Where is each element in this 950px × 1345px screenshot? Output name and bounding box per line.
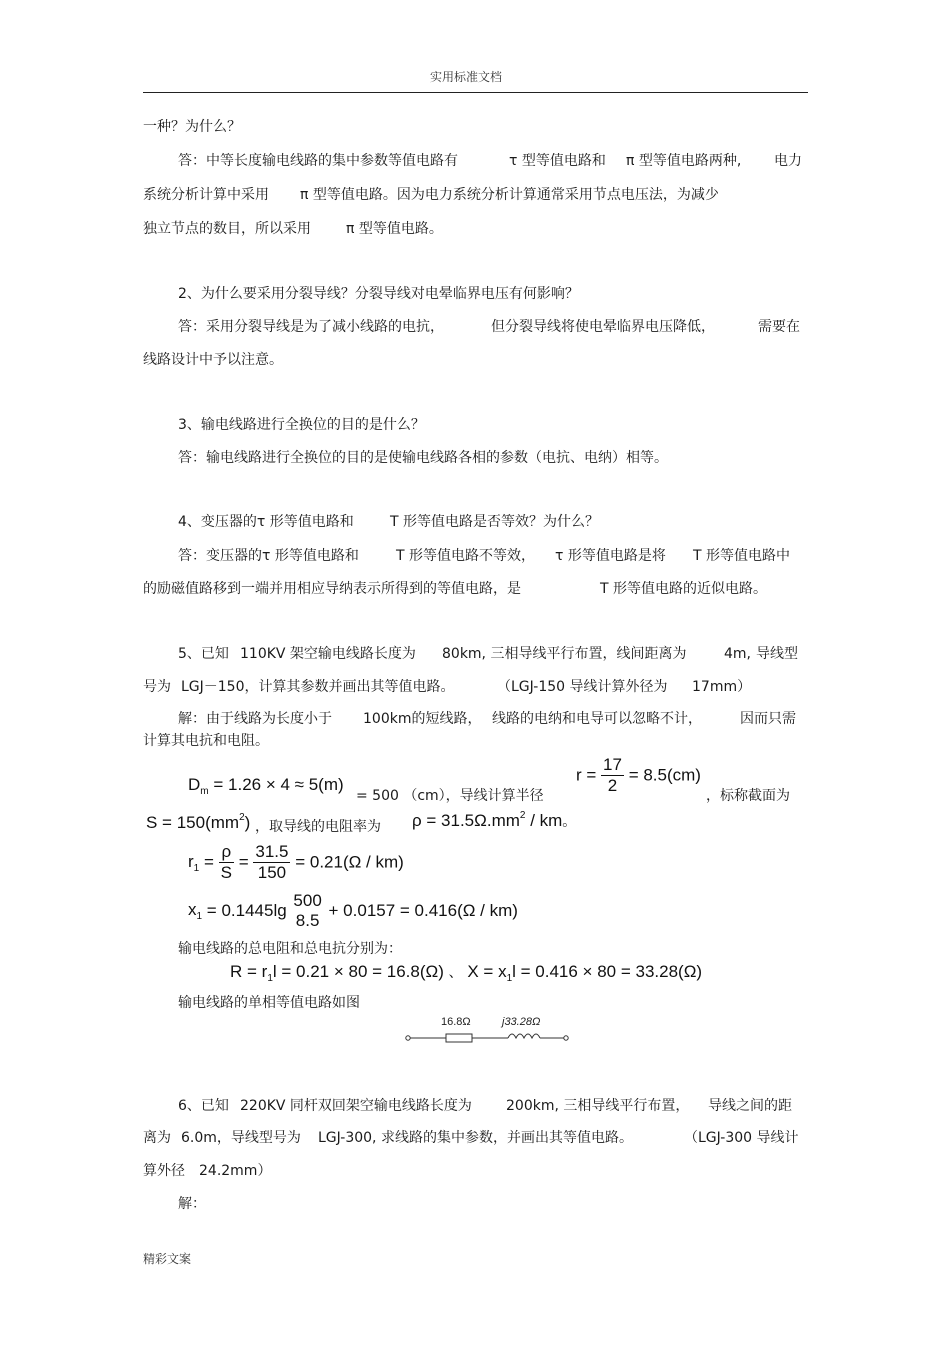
question-5-c: 80km, 三相导线平行布置，线间距离为 <box>442 646 687 662</box>
eq-rho-sup: 2 <box>519 810 526 821</box>
solution-5-b: 100km的短线路， <box>363 711 482 727</box>
question-5-b: 110KV 架空输电线路长度为 <box>240 646 416 662</box>
question-6-b: 220KV 同杆双回架空输电线路长度为 <box>240 1098 472 1114</box>
eq-rho-label: ，取导线的电阻率为 <box>255 819 381 835</box>
solution-6: 解： <box>178 1196 206 1212</box>
eq-r1-num: 31.5 <box>255 842 289 861</box>
eq-rho-end: 。 <box>562 813 577 829</box>
solution-5-a: 解：由于线路为长度小于 <box>178 711 332 727</box>
eq-r1-symbol: r <box>188 851 194 871</box>
eq-r1 <box>188 842 404 883</box>
question-6-d: 导线之间的距 <box>708 1098 792 1114</box>
eq-r-den: 2 <box>607 776 618 795</box>
resistor-label: 16.8Ω <box>441 1016 471 1028</box>
total-params-label: 输电线路的总电阻和总电抗分别为： <box>178 941 402 957</box>
a1-line2-b: π 型等值电路。因为电力系统分析计算通常采用节点电压法，为减少 <box>300 187 719 203</box>
answer-4-d: T 形等值电路中 <box>693 548 791 564</box>
inductor-symbol <box>508 1034 540 1038</box>
eq-r-num: 17 <box>603 755 622 774</box>
question-5-g: LGJ－150，计算其参数并画出其等值电路。 <box>181 679 455 695</box>
question-5-d: 4m, <box>724 646 751 662</box>
a1-line2-a: 系统分析计算中采用 <box>143 187 269 203</box>
solution-5-e: 计算其电抗和电阻。 <box>143 733 269 749</box>
eq-r1-frac1 <box>219 842 234 883</box>
question-6-i: 算外径 <box>143 1163 185 1179</box>
eq-r1-sub: 1 <box>193 862 200 874</box>
a1-line1-c: π 型等值电路两种, <box>626 153 742 169</box>
circuit-diagram <box>404 1012 574 1048</box>
question-4-a: 4、变压器的τ 形等值电路和 <box>178 514 354 530</box>
eq-x1-lg: = 0.1445lg <box>206 901 287 920</box>
question-6-a: 6、已知 <box>178 1098 229 1114</box>
eq-x1-sub: 1 <box>196 911 203 922</box>
eq-r1-eq1: = <box>203 852 214 872</box>
eq-r1-s: S <box>220 863 232 882</box>
question-5-a: 5、已知 <box>178 646 229 662</box>
eq-r <box>576 755 701 796</box>
eq-rho <box>412 810 576 831</box>
question-6-c: 200km, 三相导线平行布置， <box>506 1098 690 1114</box>
eq-x1-den: 8.5 <box>295 911 320 930</box>
solution-5-d: 因而只需 <box>740 711 796 727</box>
page-header: 实用标准文档 <box>430 70 503 84</box>
eq-s <box>146 812 250 833</box>
answer-4-b: T 形等值电路不等效， <box>396 548 536 564</box>
eq-x1-num: 500 <box>293 891 322 910</box>
page-footer: 精彩文案 <box>143 1252 192 1266</box>
question-5-i: 17mm） <box>692 679 752 695</box>
eq-x1-value: + 0.0157 = 0.416(Ω / km) <box>328 901 518 920</box>
eq-area-label: ，标称截面为 <box>706 788 790 804</box>
eq-dm-symbol: D <box>188 775 201 794</box>
eq-total <box>230 962 702 984</box>
eq-r1-frac2 <box>253 842 290 883</box>
answer-4-a: 答：变压器的τ 形等值电路和 <box>178 548 359 564</box>
eq-rho-value: ρ = 31.5Ω.mm <box>412 811 520 830</box>
question-4-b: T 形等值电路是否等效？为什么？ <box>390 514 600 530</box>
eq-total-r-value: l = 0.21 × 80 = 16.8(Ω) <box>272 962 444 981</box>
question-2: 2、为什么要采用分裂导线？分裂导线对电晕临界电压有何影响？ <box>178 286 579 302</box>
terminal-left <box>406 1036 410 1040</box>
question-6-f: 6.0m，导线型号为 <box>181 1130 301 1146</box>
eq-x1-frac <box>291 891 323 931</box>
answer-2-b: 但分裂导线将使电晕临界电压降低， <box>491 319 715 335</box>
eq-s-close: ) <box>244 813 251 832</box>
question-6-e: 离为 <box>143 1130 171 1146</box>
question-6-g: LGJ-300, 求线路的集中参数，并画出其等值电路。 <box>318 1130 633 1146</box>
answer-2-c: 需要在 <box>758 319 800 335</box>
eq-total-x-sub: 1 <box>506 973 513 984</box>
eq-total-x-value: l = 0.416 × 80 = 33.28(Ω) <box>512 962 703 981</box>
a1-line1-a: 答：中等长度输电线路的集中参数等值电路有 <box>178 153 458 169</box>
a1-line1-b: τ 型等值电路和 <box>509 153 606 169</box>
eq-total-r: R = r <box>230 962 268 981</box>
header-rule <box>143 92 808 93</box>
equivalent-circuit-figure <box>404 1012 574 1048</box>
solution-5-c: 线路的电纳和电导可以忽略不计， <box>492 711 702 727</box>
circuit-caption: 输电线路的单相等值电路如图 <box>178 995 360 1011</box>
question-5-f: 号为 <box>143 679 171 695</box>
eq-rho-unit: / km <box>530 811 563 830</box>
a1-line1-d: 电力 <box>774 153 802 169</box>
answer-2-a: 答：采用分裂导线是为了减小线路的电抗， <box>178 319 444 335</box>
terminal-right <box>564 1036 568 1040</box>
question-3: 3、输电线路进行全换位的目的是什么？ <box>178 417 425 433</box>
eq-r1-eq2: = <box>238 852 249 872</box>
a1-line3-a: 独立节点的数目，所以采用 <box>143 221 311 237</box>
eq-dm-cm: = 500 （cm），导线计算半径 <box>356 788 544 804</box>
answer-4-e: 的励磁值路移到一端并用相应导纳表示所得到的等值电路，是 <box>143 581 521 597</box>
question-5-e: 导线型 <box>756 646 798 662</box>
eq-x1-symbol: x <box>188 900 197 919</box>
eq-x1 <box>188 891 518 931</box>
eq-r1-den: 150 <box>257 863 287 882</box>
eq-total-r-sub: 1 <box>267 973 273 984</box>
a1-line3-b: π 型等值电路。 <box>346 221 443 237</box>
question-5-h: （LGJ-150 导线计算外径为 <box>497 679 668 695</box>
eq-total-sep: 、 <box>448 964 463 980</box>
answer-3: 答：输电线路进行全换位的目的是使输电线路各相的参数（电抗、电纳）相等。 <box>178 450 668 466</box>
reactance-label: j33.28Ω <box>502 1016 541 1028</box>
resistor-symbol <box>446 1034 472 1042</box>
eq-r-value: = 8.5(cm) <box>628 765 701 785</box>
answer-4-c: τ 形等值电路是将 <box>555 548 666 564</box>
eq-r-lhs: r = <box>576 765 597 785</box>
question-6-h: （LGJ-300 导线计 <box>684 1130 799 1146</box>
q1-tail: 一种？为什么？ <box>143 119 241 135</box>
eq-s-sup: 2 <box>239 812 245 823</box>
answer-4-f: T 形等值电路的近似电路。 <box>600 581 768 597</box>
eq-r1-value: = 0.21(Ω / km) <box>295 852 404 872</box>
eq-dm-sub: m <box>200 786 209 797</box>
eq-r1-rho: ρ <box>219 842 234 863</box>
eq-r-fraction <box>601 755 624 796</box>
eq-total-x: X = x <box>467 962 507 981</box>
eq-dm-value: = 1.26 × 4 ≈ 5(m) <box>213 775 344 794</box>
eq-s-value: S = 150(mm <box>146 813 240 832</box>
answer-2-d: 线路设计中予以注意。 <box>143 352 283 368</box>
eq-dm <box>188 775 344 797</box>
question-6-j: 24.2mm） <box>199 1163 272 1179</box>
